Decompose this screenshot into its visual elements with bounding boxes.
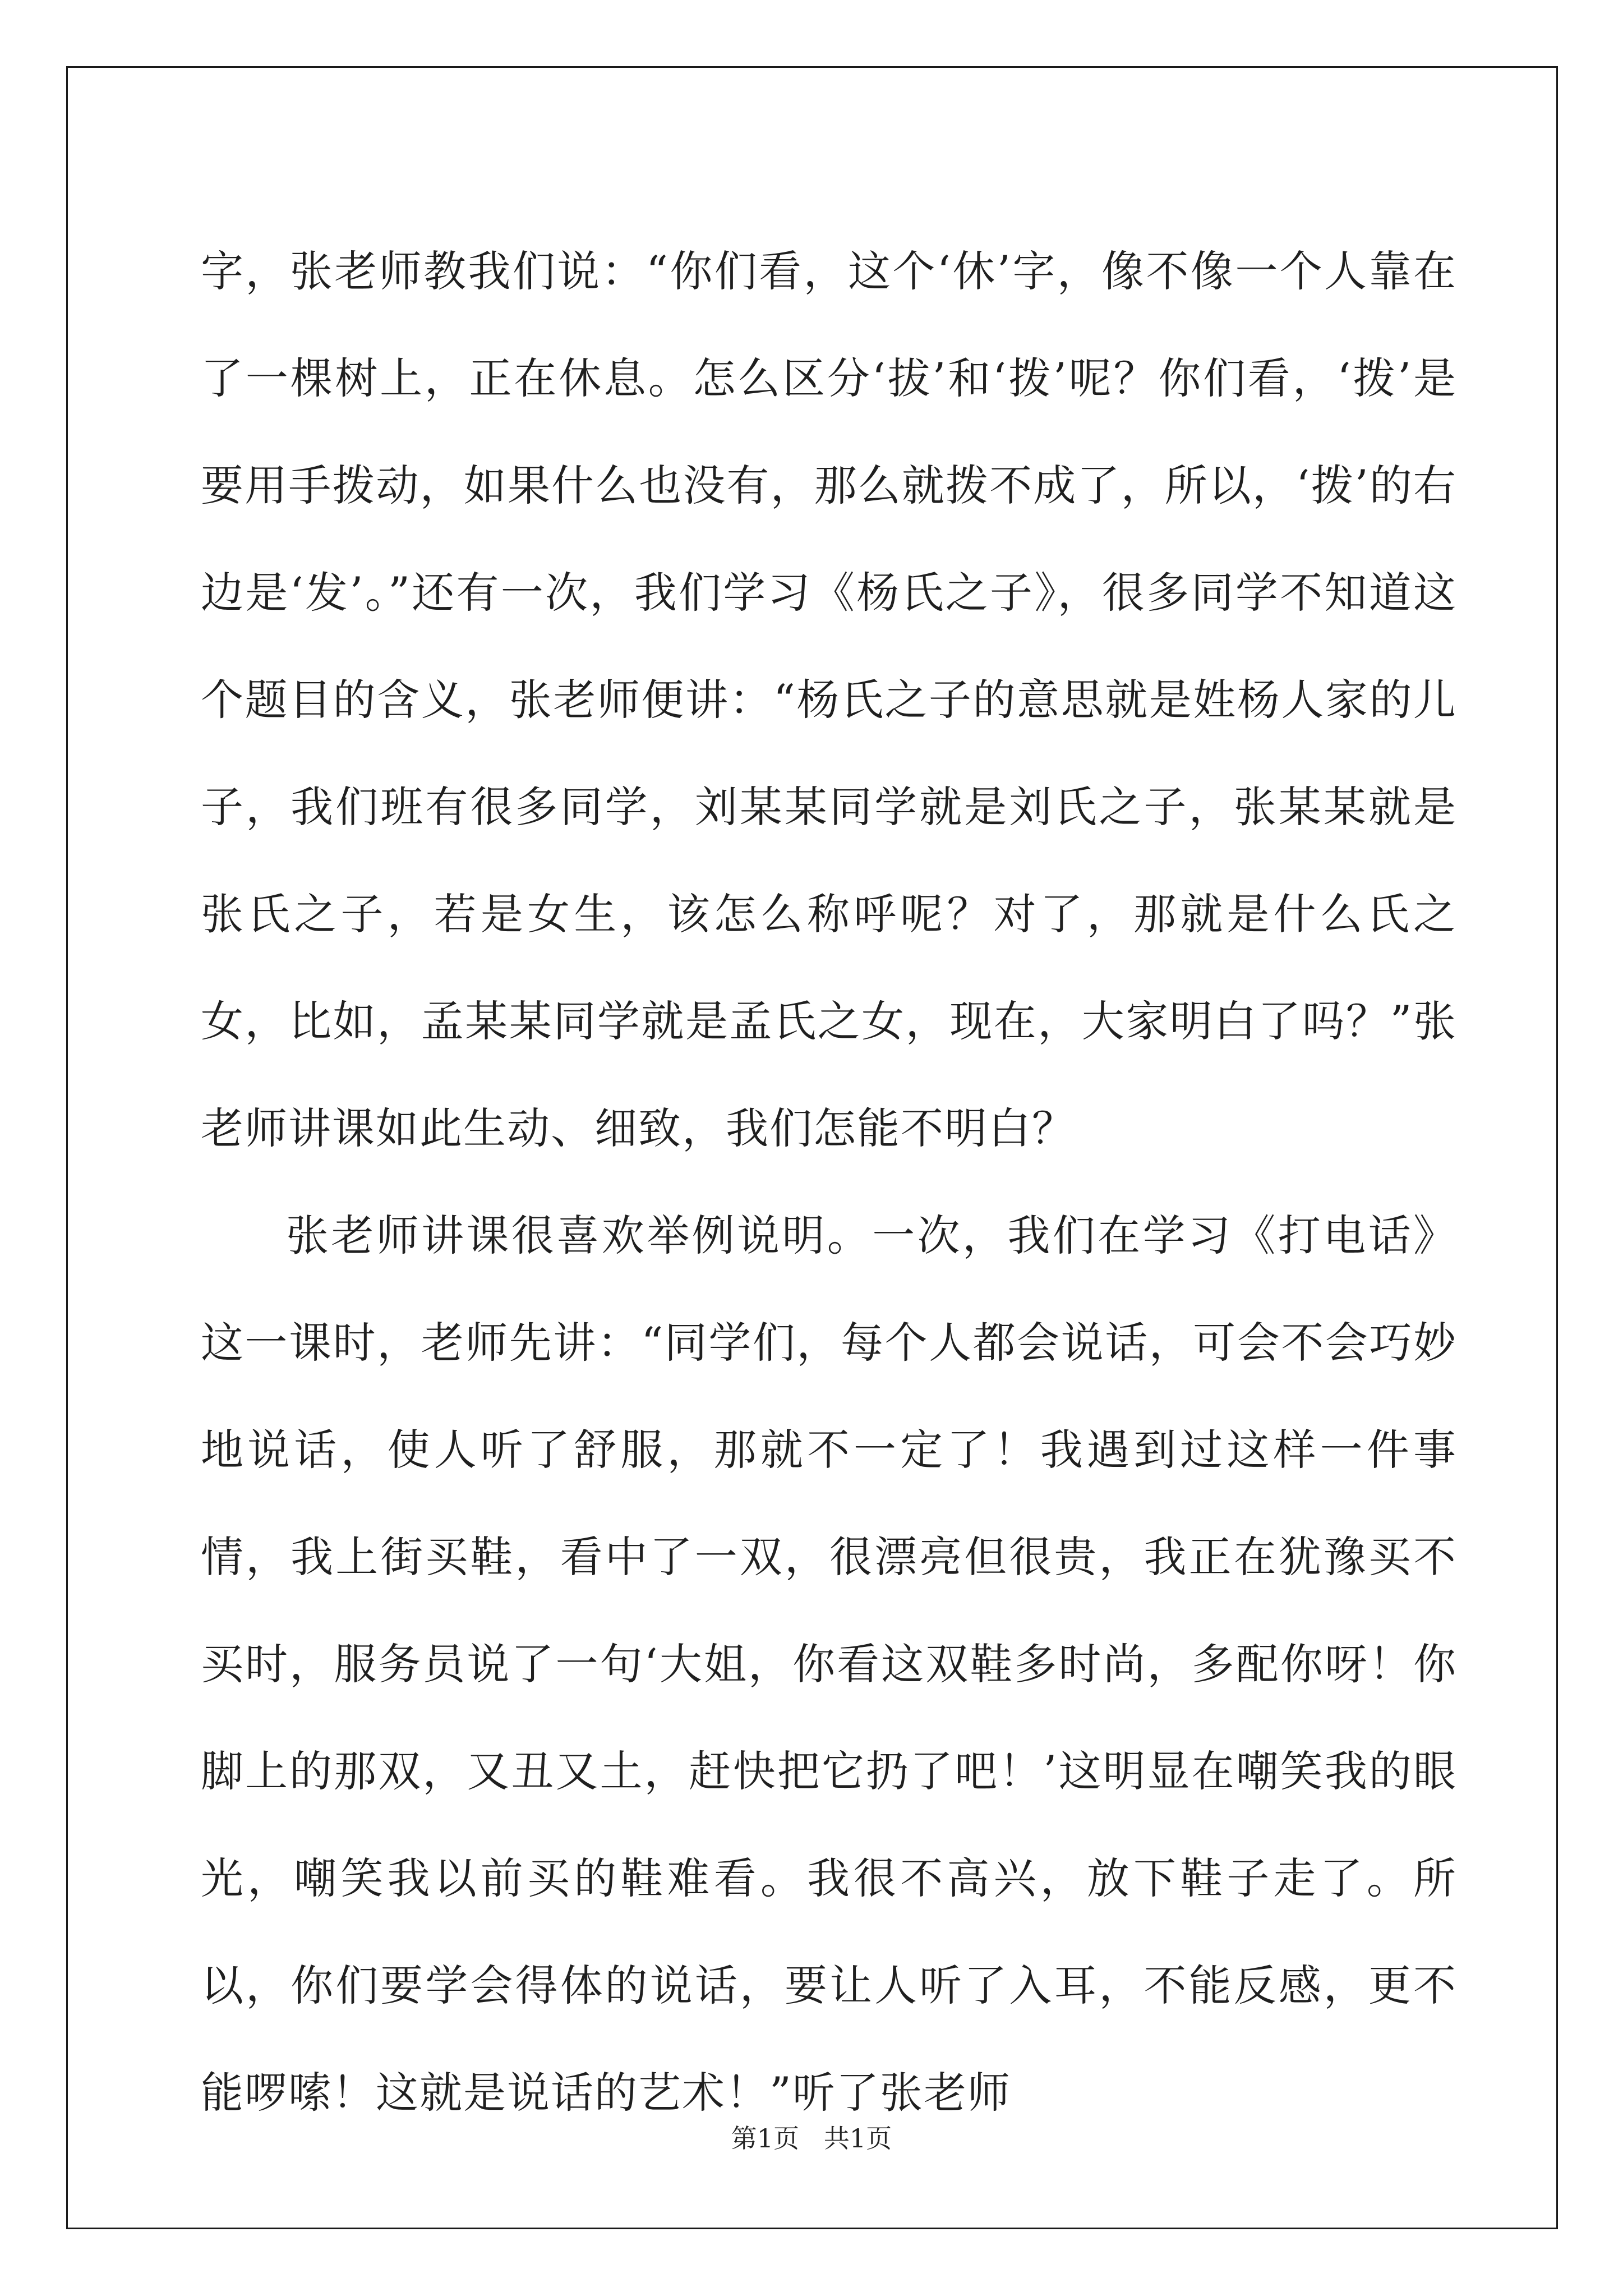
page-number-footer: 第1页 共1页 (731, 2123, 892, 2154)
paragraph-2: 张老师讲课很喜欢举例说明。一次，我们在学习《打电话》这一课时，老师先讲：“同学们，每个人都会说话，可会不会巧妙地说话，使人听了舒服，那就不一定了！我遇到过这样一件事情，我上街买鞋，看中了一双，很漂亮但很贵，我正在犹豫买不买时，服务员说了一句‘大姐，你看这双鞋多时尚，多配你呀！你脚上的那双，又丑又土，赶快把它扔了吧！’这明显在嘲笑我的眼光，嘲笑我以前买的鞋难看。我很不高兴，放下鞋子走了。所以，你们要学会得体的说话，要让人听了入耳，不能反感，更不能啰嗦！这就是说话的艺术！”听了张老师 (201, 1211, 1457, 2118)
document-body (201, 218, 1457, 2146)
paragraph-1: 字，张老师教我们说：“你们看，这个‘休’字，像不像一个人靠在了一棵树上，正在休息。怎么区分‘拔’和‘拨’呢？你们看，‘拨’是要用手拨动，如果什么也没有，那么就拨不成了，所以，‘拨’的右边是‘发’。”还有一次，我们学习《杨氏之子》，很多同学不知道这个题目的含义，张老师便讲：“杨氏之子的意思就是姓杨人家的儿子，我们班有很多同学，刘某某同学就是刘氏之子，张某某就是张氏之子，若是女生，该怎么称呼呢？对了，那就是什么氏之女，比如，孟某某同学就是孟氏之女，现在，大家明白了吗？”张老师讲课如此生动、细致，我们怎能不明白？ (201, 246, 1457, 1153)
